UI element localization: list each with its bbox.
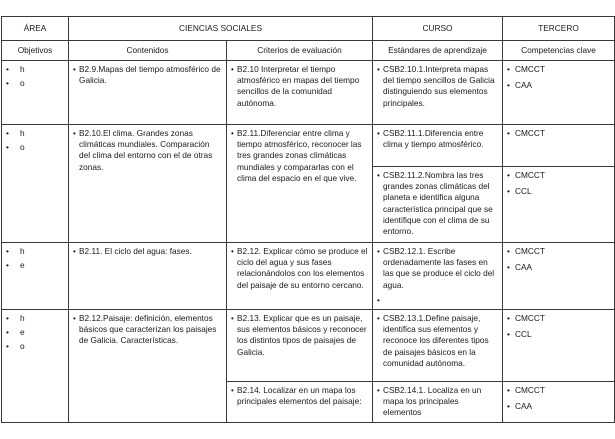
subject-title: CIENCIAS SOCIALES bbox=[69, 17, 373, 41]
table-row bbox=[2, 61, 615, 125]
column-header-competences: Competencias clave bbox=[503, 41, 615, 61]
competences-cell: • CMCCT • CAA bbox=[503, 243, 615, 310]
area-label: ÁREA bbox=[2, 17, 69, 41]
objectives-cell: • h • e bbox=[2, 243, 69, 310]
competences-cell: • CMCCT bbox=[503, 125, 615, 167]
curriculum-table bbox=[1, 16, 615, 423]
standard-cell: • CSB2.14.1. Localiza en un mapa los principales elementos bbox=[373, 382, 503, 423]
objectives-cell: • h • o bbox=[2, 125, 69, 243]
objective-code: e bbox=[20, 327, 25, 338]
standard-cell: • CSB2.10.1.Interpreta mapas del tiempo sencillos de Galicia distinguiendo sus elementos principales. bbox=[373, 61, 503, 125]
standard-cell: • CSB2.11.1.Diferencia entre clima y tiempo atmosférico. bbox=[373, 125, 503, 167]
column-header-row bbox=[2, 41, 615, 61]
competence-code: CAA bbox=[515, 262, 533, 272]
criterion-cell: • B2.11.Diferenciar entre clima y tiempo atmosférico, reconocer las tres grandes zonas climáticas mundiales y compararlas con el clima del espacio en el que vive. bbox=[227, 125, 373, 243]
objective-code: e bbox=[20, 260, 25, 270]
competence-code: CMCCT bbox=[515, 128, 545, 138]
objectives-cell: • h • e • o bbox=[2, 310, 69, 423]
objective-code: o bbox=[20, 78, 25, 88]
competence-code: CAA bbox=[515, 401, 533, 412]
criterion-cell: • B2.13. Explicar que es un paisaje, sus elementos básicos y reconocer los distintos tipos de paisajes de Galicia. bbox=[227, 310, 373, 382]
objective-code: o bbox=[20, 341, 25, 352]
criterion-cell: • B2.14. Localizar en un mapa los principales elementos del paisaje: bbox=[227, 382, 373, 423]
standard-cell: • CSB2.12.1. Escribe ordenadamente las fases en las que se produce el ciclo del agua. • bbox=[373, 243, 503, 310]
table-row bbox=[2, 125, 615, 167]
content-cell: • B2.12.Paisaje: definición, elementos básicos que caracterizan los paisajes de Galicia. Características. bbox=[69, 310, 227, 423]
column-header-objectives: Objetivos bbox=[2, 41, 69, 61]
course-value: TERCERO bbox=[503, 17, 615, 41]
column-header-standards: Estándares de aprendizaje bbox=[373, 41, 503, 61]
objectives-cell: • h • o bbox=[2, 61, 69, 125]
objective-code: h bbox=[20, 128, 25, 138]
objective-code: h bbox=[20, 246, 25, 256]
competence-code: CMCCT bbox=[515, 64, 545, 74]
criterion-cell: • B2.12. Explicar cómo se produce el ciclo del agua y sus fases relacionándolos con los elementos del paisaje de su entorno cercano. bbox=[227, 243, 373, 310]
objective-code: h bbox=[20, 313, 25, 324]
empty-bullet: • bbox=[377, 294, 380, 305]
content-cell: • B2.10.El clima. Grandes zonas climáticas mundiales. Comparación del clima del entorno con el de otras zonas. bbox=[69, 125, 227, 243]
competences-cell: • CMCCT • CCL bbox=[503, 310, 615, 382]
competences-cell: • CMCCT • CAA bbox=[503, 382, 615, 423]
content-cell: • B2.9.Mapas del tiempo atmosférico de Galicia. bbox=[69, 61, 227, 125]
competence-code: CCL bbox=[515, 186, 532, 196]
header-row bbox=[2, 17, 615, 41]
content-cell: • B2.11. El ciclo del agua: fases. bbox=[69, 243, 227, 310]
column-header-contents: Contenidos bbox=[69, 41, 227, 61]
table-row bbox=[2, 310, 615, 382]
standard-cell: • CSB2.13.1.Define paisaje, identifica sus elementos y reconoce los diferentes tipos de paisajes básicos en la comunidad autónoma. bbox=[373, 310, 503, 382]
competence-code: CMCCT bbox=[515, 170, 545, 180]
standard-cell: • CSB2.11.2.Nombra las tres grandes zonas climáticas del planeta e identifica alguna característica principal que se identifique con el clima de su entorno. bbox=[373, 167, 503, 243]
objective-code: h bbox=[20, 64, 25, 74]
competences-cell: • CMCCT • CCL bbox=[503, 167, 615, 243]
competence-code: CCL bbox=[515, 329, 532, 340]
objective-code: o bbox=[20, 142, 25, 152]
criterion-cell: • B2.10 Interpretar el tiempo atmosférico en mapas del tiempo sencillos de la comunidad autónoma. bbox=[227, 61, 373, 125]
course-label: CURSO bbox=[373, 17, 503, 41]
column-header-criteria: Criterios de evaluación bbox=[227, 41, 373, 61]
table-row bbox=[2, 243, 615, 310]
competence-code: CMCCT bbox=[515, 246, 545, 256]
competence-code: CMCCT bbox=[515, 385, 545, 396]
competences-cell: • CMCCT • CAA bbox=[503, 61, 615, 125]
competence-code: CMCCT bbox=[515, 313, 545, 324]
competence-code: CAA bbox=[515, 80, 533, 90]
